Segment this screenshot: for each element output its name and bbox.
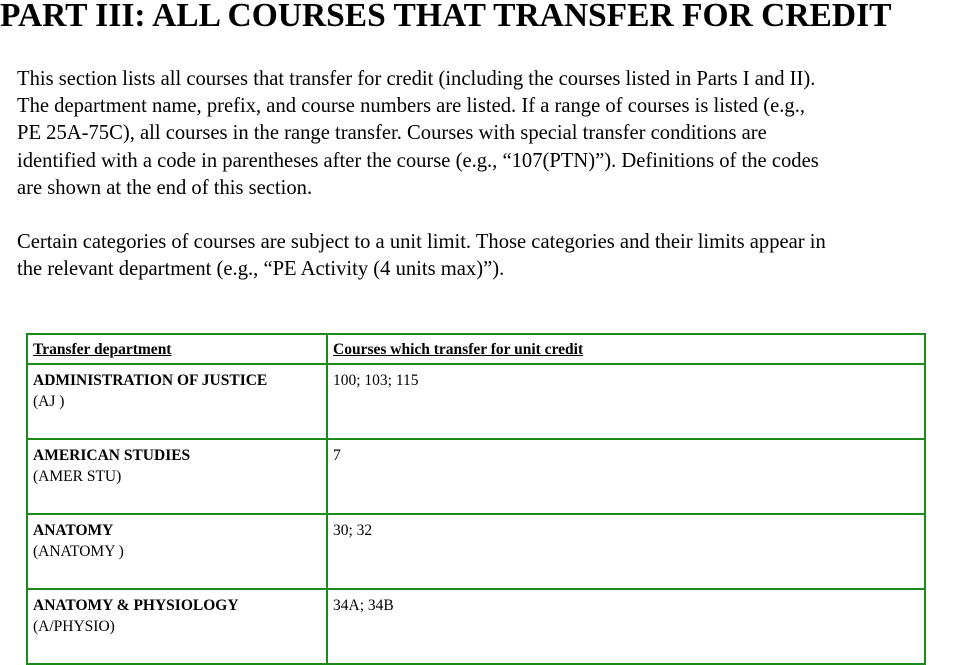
intro-line: are shown at the end of this section. [17,176,313,199]
table-row [27,364,925,439]
transfer-courses-table [26,333,926,665]
intro-line: identified with a code in parentheses after the course (e.g., “107(PTN)”). Definitions of the codes [17,149,819,172]
department-name: ANATOMY & PHYSIOLOGY [33,597,239,614]
intro-line: Certain categories of courses are subject to a unit limit. Those categories and their limits appear in [17,231,826,254]
intro-paragraph-2 [17,229,975,283]
department-prefix: (A/PHYSIO) [33,618,115,635]
header-transfer-department: Transfer department [27,334,327,364]
department-cell [27,364,327,439]
department-prefix: (AJ ) [33,393,65,410]
page-title: PART III: ALL COURSES THAT TRANSFER FOR CREDIT [0,0,892,34]
department-cell [27,589,327,664]
courses-cell: 34A; 34B [327,589,925,664]
intro-line: The department name, prefix, and course numbers are listed. If a range of courses is listed (e.g., [17,95,805,118]
table-row [27,514,925,589]
courses-cell: 7 [327,439,925,514]
intro-line: This section lists all courses that transfer for credit (including the courses listed in Parts I and II). [17,68,816,90]
department-cell [27,514,327,589]
courses-cell: 100; 103; 115 [327,364,925,439]
table-header-row [27,334,925,364]
header-courses-transfer: Courses which transfer for unit credit [327,334,925,364]
intro-paragraph-1 [17,66,975,202]
department-cell [27,439,327,514]
department-name: ANATOMY [33,522,114,539]
department-prefix: (AMER STU) [33,468,122,485]
courses-cell: 30; 32 [327,514,925,589]
department-name: AMERICAN STUDIES [33,447,191,464]
table-row [27,439,925,514]
department-name: ADMINISTRATION OF JUSTICE [33,372,268,389]
department-prefix: (ANATOMY ) [33,543,124,560]
table-row [27,589,925,664]
intro-line: PE 25A-75C), all courses in the range transfer. Courses with special transfer conditions are [17,122,767,145]
intro-line: the relevant department (e.g., “PE Activity (4 units max)”). [17,258,505,281]
intro-text [17,66,975,311]
